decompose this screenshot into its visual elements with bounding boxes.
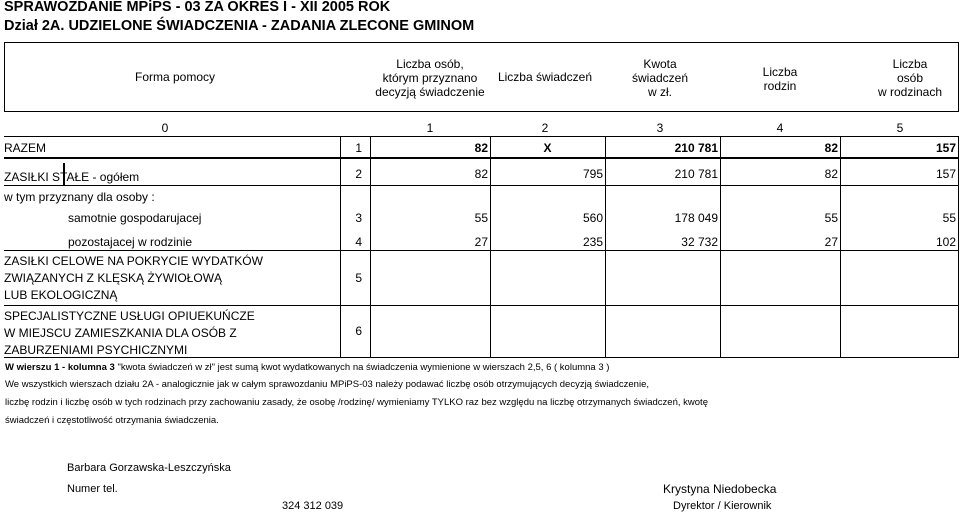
- row-samotnie-label: samotnie gospodarujacej: [68, 211, 202, 225]
- row-pozost-label: pozostajacej w rodzinie: [68, 235, 193, 249]
- header-forma: Forma pomocy: [134, 70, 216, 84]
- row-stale-c4: 210 781: [674, 167, 718, 181]
- row-samotnie-c2: 55: [474, 211, 488, 225]
- row-razem-c5: 82: [824, 141, 838, 155]
- row-pozost-c4: 32 732: [681, 235, 718, 249]
- row-celowe-label: ZASIŁKI CELOWE NA POKRYCIE WYDATKÓW ZWIĄZANYCH Z KLĘSKĄ ŻYWIOŁOWĄ LUB EKOLOGICZNĄ: [4, 254, 263, 302]
- row-pozost-nr: 4: [355, 235, 362, 249]
- colnum-1: 1: [426, 121, 434, 135]
- stale-bottom-line: [4, 185, 959, 186]
- row-stale-label: ZASIŁKI STAŁE - ogółem: [4, 170, 140, 184]
- row-razem-c3: X: [543, 141, 552, 155]
- header-osob-rodzinach: Liczba osób w rodzinach: [877, 57, 943, 99]
- note-3: liczbę rodzin i liczbę osób w tych rodzinach przy zachowaniu zasady, że osobę /rodzinę/ wymieniamy TYLKO raz bez względu na liczbę otrzymanych świadczeń, kwotę: [5, 397, 708, 408]
- phone-label: Numer tel.: [67, 483, 118, 495]
- preparer-name: Barbara Gorzawska-Leszczyńska: [67, 462, 231, 474]
- row-samotnie-nr: 3: [355, 211, 362, 225]
- row-pozost-c3: 235: [582, 235, 603, 249]
- director-role: Dyrektor / Kierownik: [673, 500, 772, 512]
- row-stale-c3: 795: [582, 167, 603, 181]
- phone-number: 324 312 039: [282, 500, 344, 512]
- header-rodzin: Liczba rodzin: [762, 65, 798, 93]
- col-line-right: [958, 136, 959, 357]
- row-stale-c2: 82: [474, 167, 488, 181]
- row-razem-label: RAZEM: [4, 141, 46, 155]
- note-4: świadczeń i częstotliwość otrzymania świadczenia.: [5, 415, 219, 426]
- row-pozost-c6: 102: [935, 235, 956, 249]
- section-title: Dział 2A. UDZIELONE ŚWIADCZENIA - ZADANIA ZLECONE GMINOM: [4, 18, 475, 34]
- report-title: SPRAWOZDANIE MPiPS - 03 ZA OKRES I - XII 2005 ROK: [4, 0, 391, 15]
- header-kwota: Kwota świadczeń w zł.: [631, 57, 689, 99]
- mid-line: [4, 250, 959, 251]
- row-uslugi-nr: 6: [355, 324, 362, 338]
- header-swiadczen: Liczba świadczeń: [497, 70, 593, 84]
- row-pozost-c2: 27: [474, 235, 488, 249]
- header-osob: Liczba osób, którym przyznano decyzją świadczenie: [375, 57, 485, 99]
- row-stale-nr: 2: [355, 167, 362, 181]
- row-samotnie-c5: 55: [824, 211, 838, 225]
- row-stale-c5: 82: [824, 167, 838, 181]
- row-wtym-label: w tym przyznany dla osoby :: [4, 190, 155, 204]
- row-pozost-c5: 27: [824, 235, 838, 249]
- director-name: Krystyna Niedobecka: [663, 482, 777, 496]
- row-celowe-nr: 5: [355, 271, 362, 285]
- colnum-4: 4: [776, 121, 784, 135]
- colnum-5: 5: [896, 121, 904, 135]
- colnum-2: 2: [541, 121, 549, 135]
- colnum-3: 3: [656, 121, 664, 135]
- row-uslugi-label: SPECJALISTYCZNE USŁUGI OPIUEKUŃCZE W MIEJSCU ZAMIESZKANIA DLA OSÓB Z ZABURZENIAMI PSYCHICZNYMI: [4, 309, 255, 357]
- row-razem-nr: 1: [355, 141, 362, 155]
- row-stale-c6: 157: [935, 167, 956, 181]
- celowe-bottom-line: [4, 305, 959, 306]
- colnum-0: 0: [161, 121, 169, 135]
- row-razem-c6: 157: [935, 141, 956, 155]
- razem-bottom-line: [4, 157, 959, 159]
- row-razem-c4: 210 781: [674, 141, 718, 155]
- row-samotnie-c3: 560: [582, 211, 603, 225]
- note-1: W wierszu 1 - kolumna 3 "kwota świadczeń w zł" jest sumą kwot wydatkowanych na świadczenia wymienione w wierszach 2,5, 6 ( kolumna 3 ): [5, 362, 610, 373]
- note-2: We wszystkich wierszach działu 2A - analogicznie jak w całym sprawozdaniu MPiPS-03 należy podawać liczbę osób otrzymujących decyzją świadczenie,: [5, 379, 649, 390]
- row-razem-c2: 82: [474, 141, 488, 155]
- row-samotnie-c4: 178 049: [674, 211, 718, 225]
- table-top-line: [4, 136, 959, 137]
- row-samotnie-c6: 55: [942, 211, 956, 225]
